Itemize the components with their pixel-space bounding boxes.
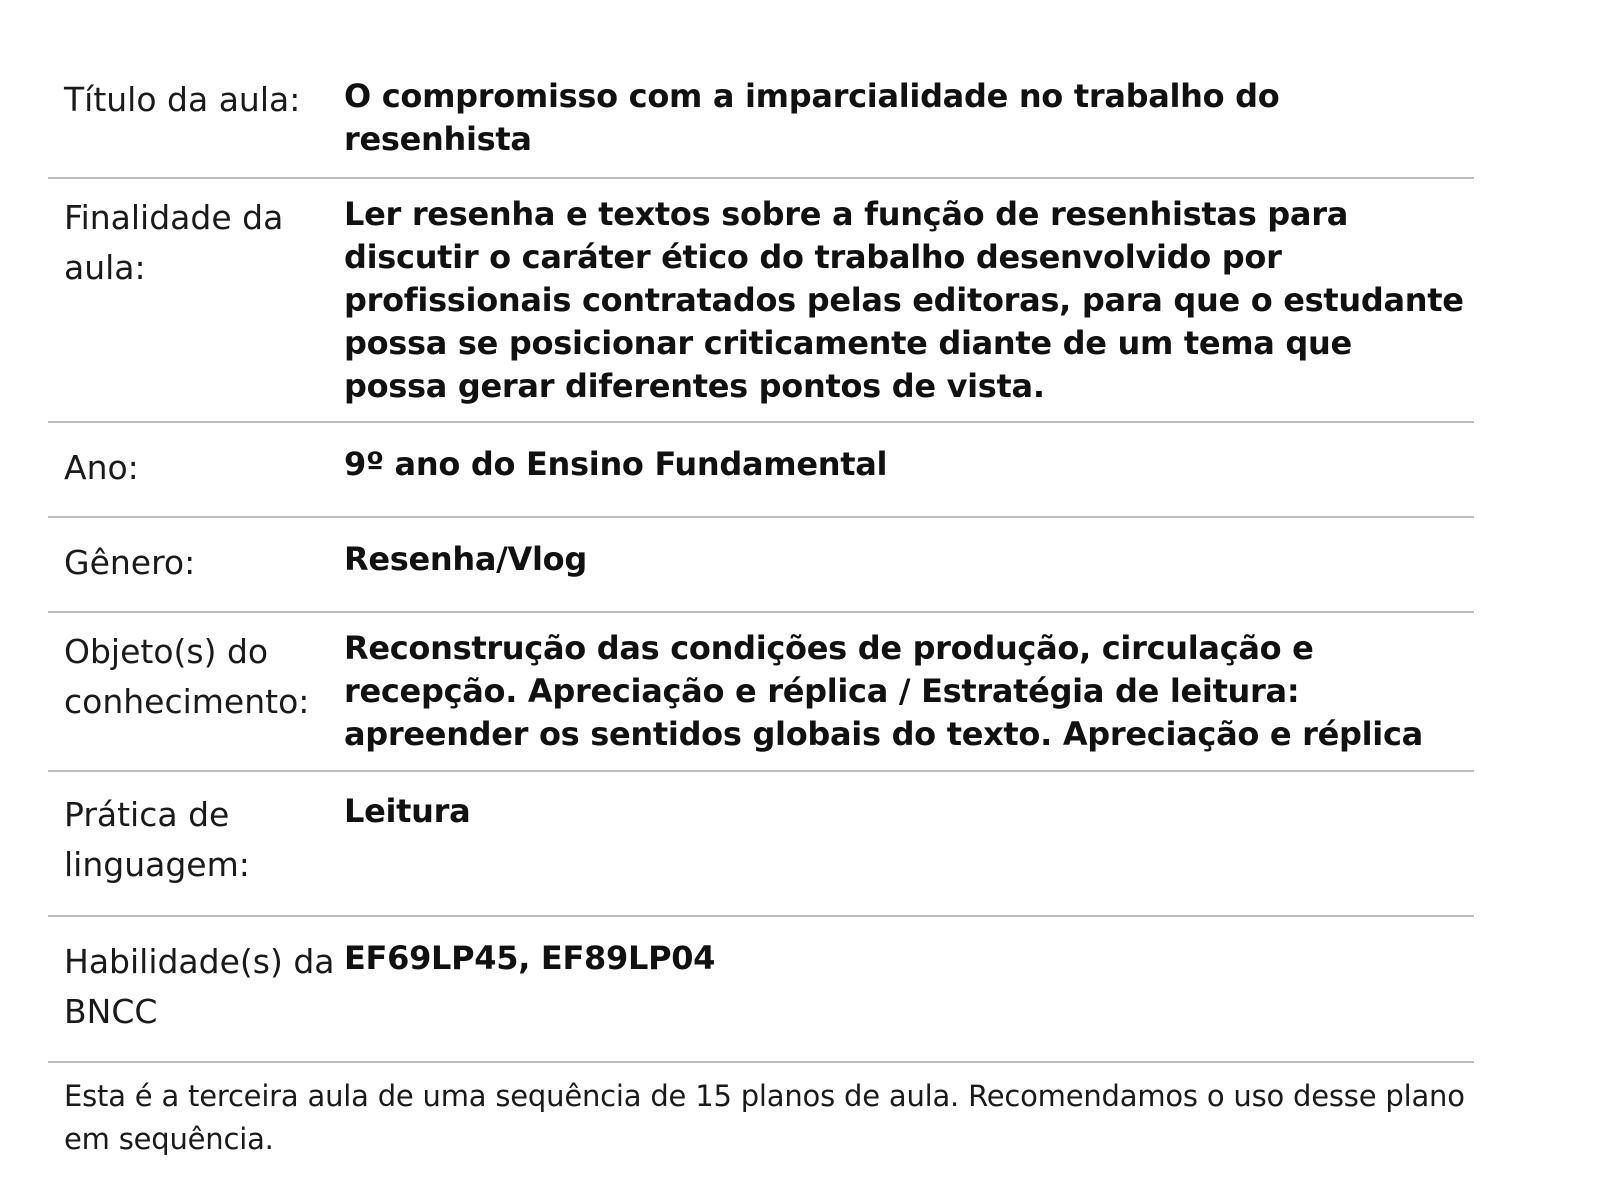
field-label: Título da aula: [64, 80, 301, 119]
field-label: Objeto(s) do conhecimento: [64, 632, 310, 721]
field-value: Ler resenha e textos sobre a função de resenhistas para discutir o caráter ético do trabalho desenvolvido por profissionais contratados pelas editoras, para que o estudante possa se posicionar criticamente diante de um tema que possa gerar diferentes pontos de vista. [344, 195, 1464, 405]
row-finalidade-da-aula [48, 179, 1474, 423]
field-label: Prática de linguagem: [64, 795, 250, 884]
field-value: Reconstrução das condições de produção, circulação e recepção. Apreciação e réplica / Estratégia de leitura: apreender os sentidos globais do texto. Apreciação e réplica [344, 629, 1423, 753]
lesson-plan-table [48, 62, 1474, 1161]
field-value: O compromisso com a imparcialidade no trabalho do resenhista [344, 77, 1280, 158]
field-label: Habilidade(s) da BNCC [64, 942, 335, 1031]
row-genero [48, 518, 1474, 613]
row-objetos-do-conhecimento [48, 613, 1474, 772]
field-label: Ano: [64, 448, 139, 487]
row-pratica-de-linguagem [48, 772, 1474, 917]
sequence-note: Esta é a terceira aula de uma sequência de 15 planos de aula. Recomendamos o uso desse plano em sequência. [64, 1079, 1465, 1156]
row-titulo-da-aula [48, 62, 1474, 179]
field-value: Resenha/Vlog [344, 540, 587, 578]
field-value: Leitura [344, 792, 471, 830]
field-value: EF69LP45, EF89LP04 [344, 939, 716, 977]
row-habilidades-bncc [48, 917, 1474, 1063]
field-label: Finalidade da aula: [64, 198, 284, 287]
row-ano [48, 423, 1474, 518]
field-value: 9º ano do Ensino Fundamental [344, 445, 888, 483]
field-label: Gênero: [64, 543, 196, 582]
